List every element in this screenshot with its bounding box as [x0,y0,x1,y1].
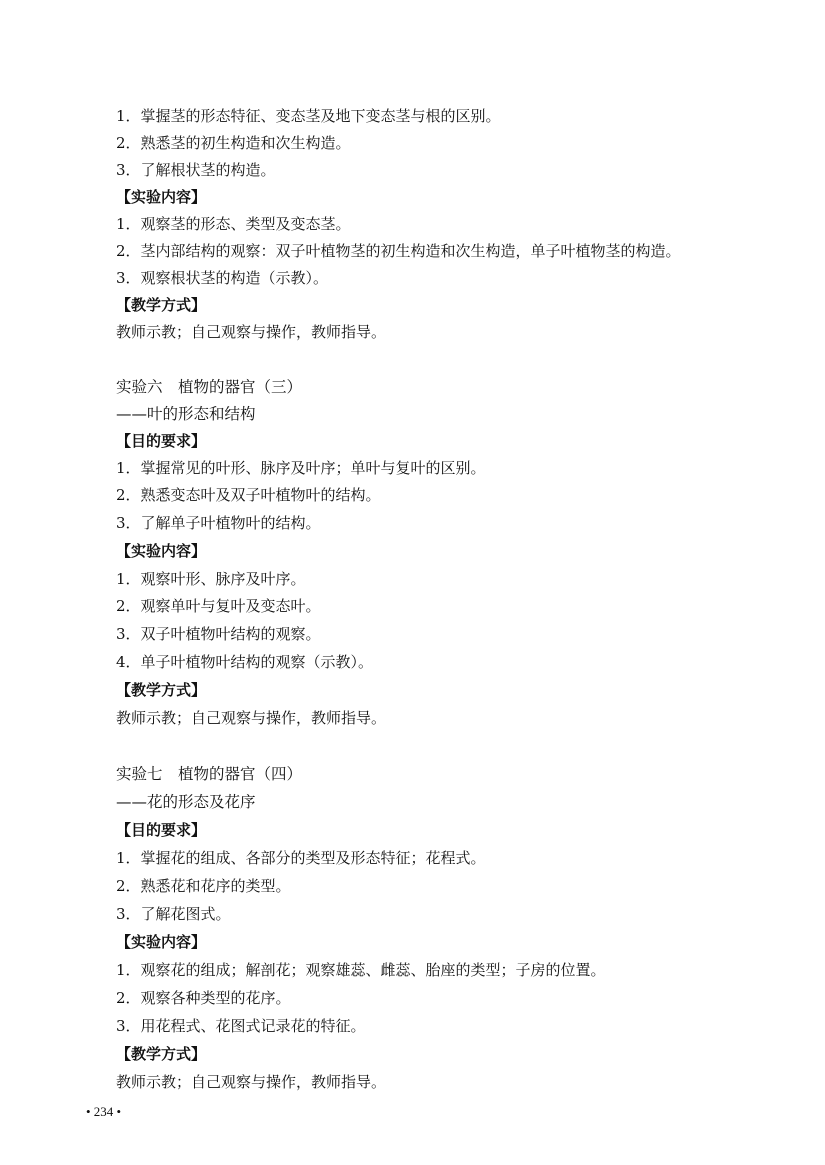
content-item: 3．双子叶植物叶结构的观察。 [116,625,321,643]
content-heading: 【实验内容】 [116,542,207,560]
content-item: 3．用花程式、花图式记录花的特征。 [116,1017,366,1035]
goal-item: 1．掌握常见的叶形、脉序及叶序；单叶与复叶的区别。 [116,459,486,477]
goal-item: 3．了解花图式。 [116,905,231,923]
content-item: 1．观察茎的形态、类型及变态茎。 [116,215,351,233]
method-heading: 【教学方式】 [116,1045,207,1063]
content-item: 2．观察单叶与复叶及变态叶。 [116,597,321,615]
content-item: 3．观察根状茎的构造（示教）。 [116,269,329,287]
goal-item: 3．了解根状茎的构造。 [116,161,276,179]
goal-item: 1．掌握花的组成、各部分的类型及形态特征；花程式。 [116,849,486,867]
section-title: 实验六 植物的器官（三） [116,378,303,396]
content-item: 2．观察各种类型的花序。 [116,989,291,1007]
method-text: 教师示教；自己观察与操作，教师指导。 [116,709,387,727]
method-heading: 【教学方式】 [116,681,207,699]
content-item: 4．单子叶植物叶结构的观察（示教）。 [116,653,374,671]
goal-item: 3．了解单子叶植物叶的结构。 [116,514,321,532]
content-heading: 【实验内容】 [116,188,207,206]
goals-heading: 【目的要求】 [116,821,207,839]
goal-item: 2．熟悉茎的初生构造和次生构造。 [116,134,351,152]
method-heading: 【教学方式】 [116,296,207,314]
content-item: 2．茎内部结构的观察：双子叶植物茎的初生构造和次生构造，单子叶植物茎的构造。 [116,242,681,260]
goal-item: 2．熟悉花和花序的类型。 [116,877,291,895]
content-item: 1．观察叶形、脉序及叶序。 [116,570,306,588]
method-text: 教师示教；自己观察与操作，教师指导。 [116,323,387,341]
section-title: 实验七 植物的器官（四） [116,765,303,783]
content-heading: 【实验内容】 [116,933,207,951]
goal-item: 2．熟悉变态叶及双子叶植物叶的结构。 [116,486,381,504]
goal-item: 1．掌握茎的形态特征、变态茎及地下变态茎与根的区别。 [116,107,501,125]
method-text: 教师示教；自己观察与操作，教师指导。 [116,1073,387,1091]
section-subtitle: ——叶的形态和结构 [116,405,256,423]
section-subtitle: ——花的形态及花序 [116,793,256,811]
goals-heading: 【目的要求】 [116,432,207,450]
page-number: • 234 • [86,1104,122,1119]
content-item: 1．观察花的组成；解剖花；观察雄蕊、雌蕊、胎座的类型；子房的位置。 [116,961,606,979]
